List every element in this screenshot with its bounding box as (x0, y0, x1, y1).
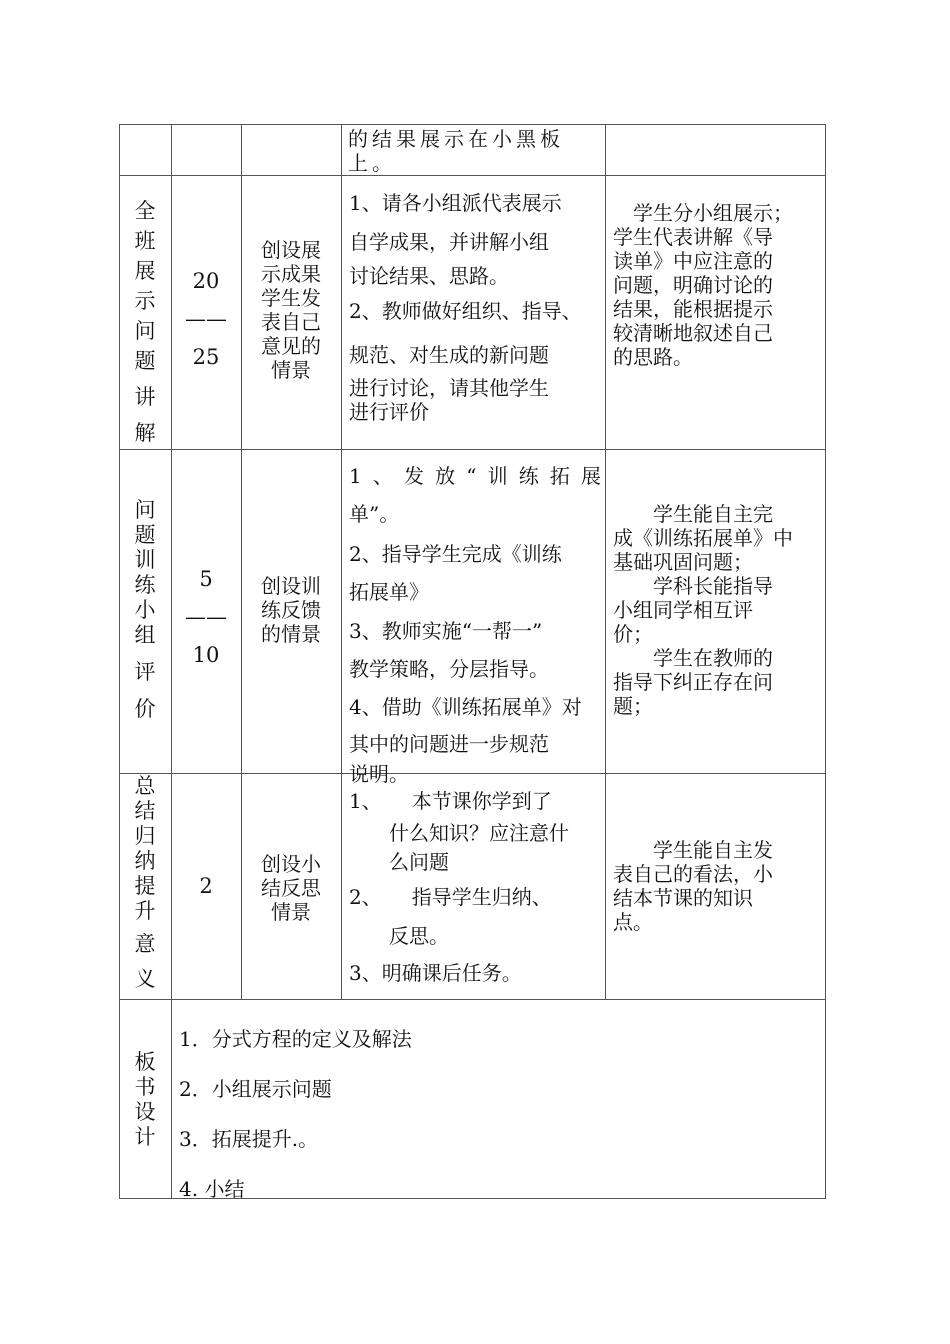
student-line: 价； (613, 622, 653, 646)
board-items (179, 1014, 819, 1214)
scene-line: 结反思 (261, 876, 321, 900)
scene-line: 表自己 (261, 310, 321, 334)
row3-scene (241, 852, 341, 924)
stage-char: 意 (134, 932, 156, 956)
row1-time (171, 262, 241, 376)
row2-scene (241, 574, 341, 646)
stage-char: 义 (134, 967, 156, 991)
student-line: 基础巩固问题； (613, 550, 753, 574)
row3-stage (119, 774, 171, 992)
teacher-line: 3、明确课后任务。 (349, 961, 522, 985)
time-end: 25 (192, 345, 220, 369)
stage-char: 展 (134, 259, 156, 283)
student-line: 学生分小组展示； (613, 201, 793, 225)
scene-line: 意见的 (261, 334, 321, 358)
column-divider (341, 124, 342, 1000)
student-line: 表自己的看法，小 (613, 862, 773, 886)
stage-char: 题 (134, 523, 156, 547)
stage-char: 结 (134, 799, 156, 823)
student-line: 的思路。 (613, 345, 693, 369)
teacher-line: 4、借助《训练拓展单》对 (349, 695, 582, 719)
stage-char: 组 (134, 623, 156, 647)
scene-line: 创设训 (261, 574, 321, 598)
student-line: 指导下纠正存在问 (613, 670, 773, 694)
row3-student (613, 838, 819, 934)
stage-char: 价 (134, 697, 156, 721)
teacher-line: 3、教师实施“一帮一” (349, 619, 543, 643)
row1-student (613, 201, 819, 369)
stage-char: 总 (134, 774, 156, 798)
board-item: 1．分式方程的定义及解法 (179, 1027, 412, 1051)
row-divider (119, 449, 826, 450)
student-line: 成《训练拓展单》中 (613, 526, 793, 550)
student-line: 较清晰地叙述自己 (613, 321, 773, 345)
teacher-line: 说明。 (349, 762, 409, 786)
board-item: 2．小组展示问题 (179, 1077, 332, 1101)
stage-char: 解 (134, 421, 156, 445)
stage-char: 讲 (134, 385, 156, 409)
teacher-line: 什么知识？应注意什 (349, 821, 569, 845)
stage-char: 纳 (134, 849, 156, 873)
stage-char: 班 (134, 229, 156, 253)
board-label-char: 板 (134, 1050, 156, 1074)
teacher-line: 讨论结果、思路。 (349, 264, 509, 288)
stage-char: 提 (134, 874, 156, 898)
teacher-line: 规范、对生成的新问题 (349, 343, 549, 367)
stage-char: 评 (134, 660, 156, 684)
teacher-line: 么问题 (349, 850, 449, 874)
student-line: 结果，能根据提示 (613, 297, 773, 321)
teacher-line: 进行讨论，请其他学生 (349, 376, 549, 400)
scene-line: 创设展 (261, 238, 321, 262)
board-label-char: 设 (134, 1100, 156, 1124)
student-line: 学科长能指导 (613, 574, 773, 598)
stage-char: 全 (134, 199, 156, 223)
student-line: 点。 (613, 910, 653, 934)
time-end: 10 (192, 643, 220, 667)
scene-line: 学生发 (261, 286, 321, 310)
teacher-line: 2、教师做好组织、指导、 (349, 299, 582, 323)
teacher-line: 反思。 (349, 924, 449, 948)
stage-char: 小 (134, 598, 156, 622)
board-item: 3．拓展提升.。 (179, 1127, 319, 1151)
student-line: 学生在教师的 (613, 646, 773, 670)
scene-line: 情景 (271, 358, 311, 382)
stage-char: 训 (134, 548, 156, 572)
teacher-line: 1、 本节课你学到了 (349, 789, 552, 813)
stage-char: 问 (134, 498, 156, 522)
student-line: 小组同学相互评 (613, 598, 753, 622)
time-start: 20 (192, 269, 220, 293)
scene-line: 情景 (271, 900, 311, 924)
row2-student (613, 502, 819, 718)
row0-teacher-cell (348, 127, 600, 175)
column-divider (605, 124, 606, 1000)
student-line: 学生能自主完 (613, 502, 773, 526)
row1-stage (119, 196, 171, 448)
student-line: 学生能自主发 (613, 838, 773, 862)
table-border-top (119, 124, 826, 125)
stage-char: 练 (134, 573, 156, 597)
student-line: 读单》中应注意的 (613, 249, 773, 273)
row2-teacher (349, 460, 601, 786)
student-line: 问题，明确讨论的 (613, 273, 773, 297)
teacher-line: 单”。 (349, 502, 400, 526)
teacher-line: 1、发放“训练拓展 (349, 464, 601, 488)
table-border-right (825, 124, 826, 1199)
row3-time (171, 874, 241, 898)
student-line: 题； (613, 694, 653, 718)
row-divider (119, 175, 826, 176)
teacher-line: 进行评价 (349, 400, 429, 424)
time-dash: —— (185, 605, 227, 629)
scene-line: 示成果 (261, 262, 321, 286)
student-line: 学生代表讲解《导 (613, 225, 773, 249)
scene-line: 创设小 (261, 852, 321, 876)
teacher-line: 拓展单》 (349, 580, 429, 604)
row1-scene (241, 238, 341, 382)
board-label-char: 计 (134, 1125, 156, 1149)
time-start: 5 (199, 567, 213, 591)
row0-teacher-text: 的结果展示在小黑板上。 (348, 127, 564, 175)
row2-time (171, 560, 241, 674)
teacher-line: 教学策略，分层指导。 (349, 657, 549, 681)
scene-line: 的情景 (261, 622, 321, 646)
row1-teacher (349, 186, 601, 424)
time-dash: —— (185, 307, 227, 331)
time-value: 2 (199, 874, 213, 898)
teacher-line: 2、指导学生完成《训练 (349, 542, 562, 566)
row3-teacher (349, 786, 601, 994)
board-label-char: 书 (134, 1075, 156, 1099)
student-line: 结本节课的知识 (613, 886, 753, 910)
stage-char: 示 (134, 289, 156, 313)
board-label (119, 1050, 171, 1150)
scene-line: 练反馈 (261, 598, 321, 622)
row-divider (119, 999, 826, 1000)
stage-char: 归 (134, 824, 156, 848)
stage-char: 问 (134, 319, 156, 343)
teacher-line: 1、请各小组派代表展示 (349, 191, 562, 215)
teacher-line: 2、 指导学生归纳、 (349, 885, 552, 909)
row2-stage (119, 498, 171, 722)
teacher-line: 其中的问题进一步规范 (349, 732, 549, 756)
stage-char: 升 (134, 899, 156, 923)
stage-char: 题 (134, 349, 156, 373)
teacher-line: 自学成果，并讲解小组 (349, 230, 549, 254)
board-item: 4. 小结 (179, 1177, 245, 1201)
